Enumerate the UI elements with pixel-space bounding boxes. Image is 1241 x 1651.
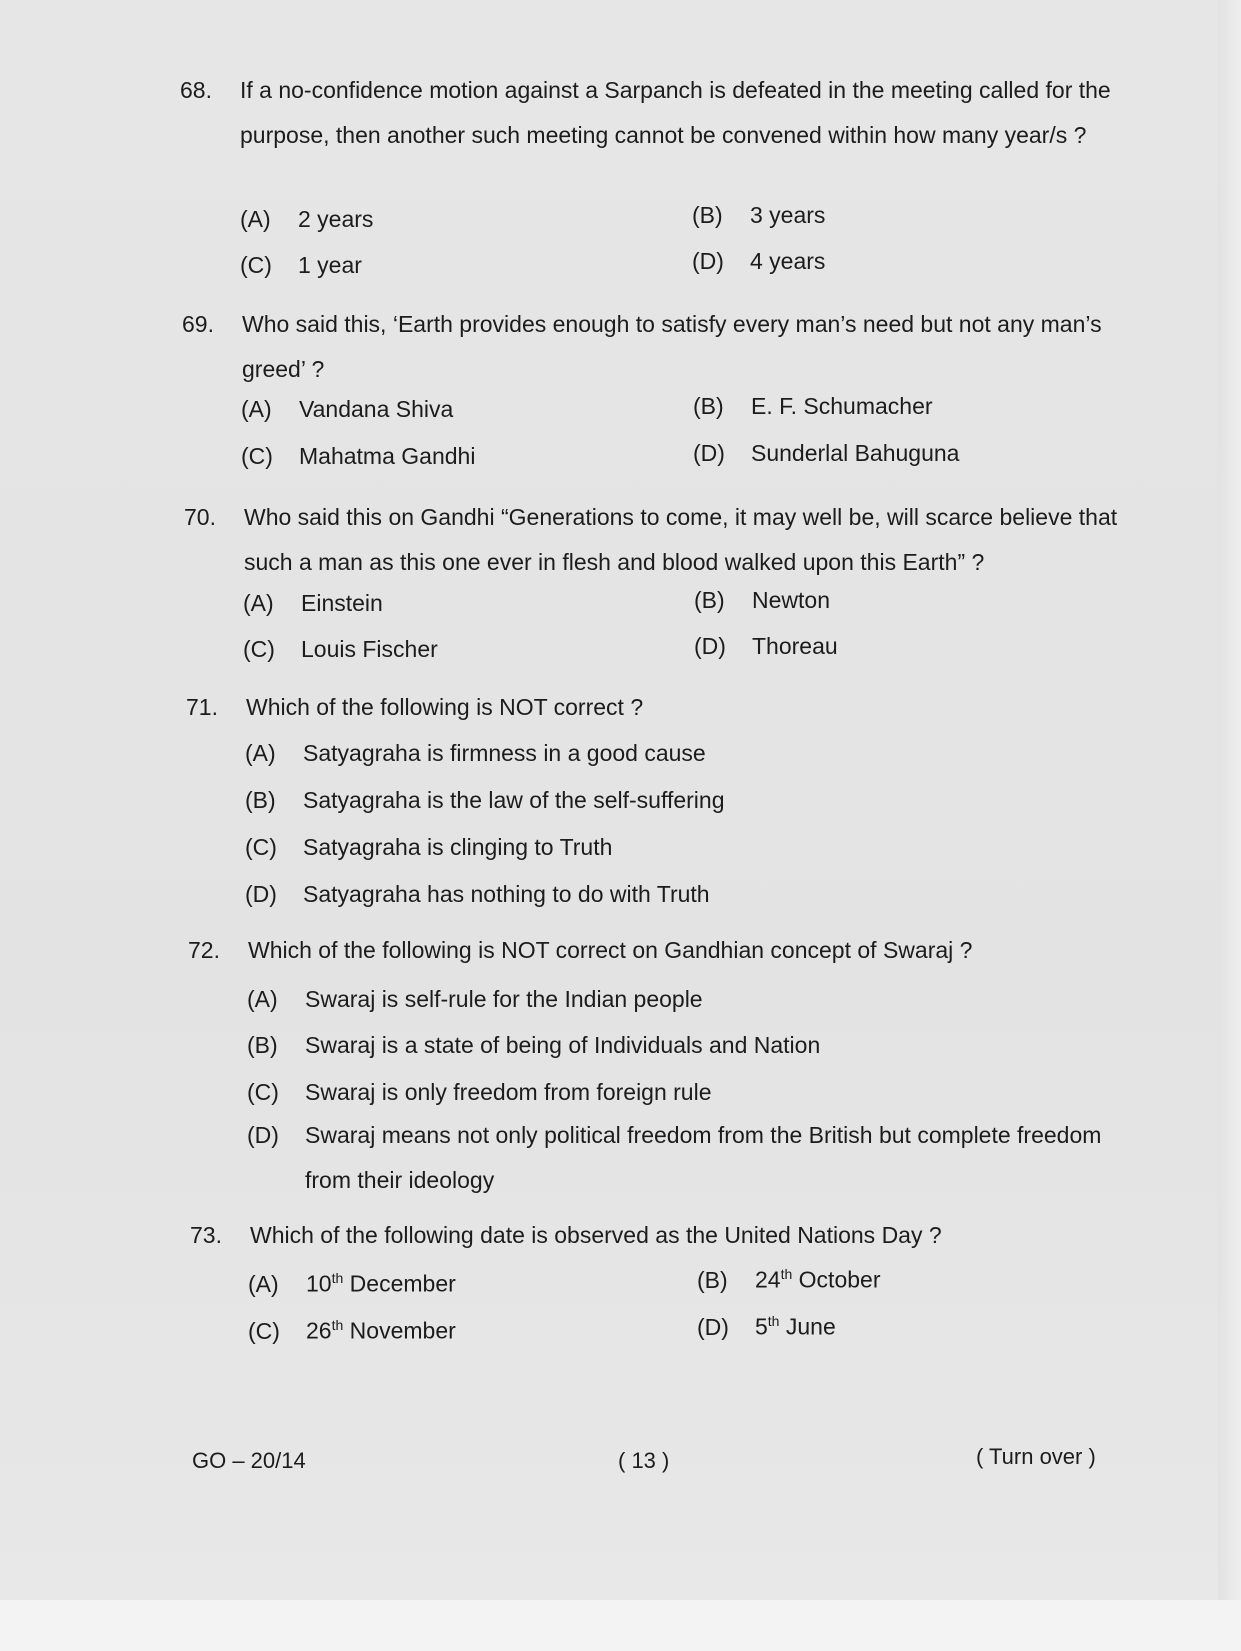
option-70-a: (A) Einstein (243, 590, 383, 616)
option-69-b: (B) E. F. Schumacher (693, 393, 933, 419)
option-69-c: (C) Mahatma Gandhi (241, 443, 476, 469)
option-71-d: (D) Satyagraha has nothing to do with Truth (245, 881, 710, 907)
question-number: 72. (188, 937, 220, 963)
question-text: Who said this, ‘Earth provides enough to satisfy every man’s need but not any man’s greed’ ? (242, 311, 1102, 382)
question-number: 69. (182, 311, 214, 337)
option-68-a: (A) 2 years (240, 206, 374, 232)
booklet-code: GO – 20/14 (192, 1448, 306, 1473)
option-71-b: (B) Satyagraha is the law of the self-suffering (245, 787, 725, 813)
question-text: Which of the following is NOT correct ? (246, 694, 644, 720)
option-71-a: (A) Satyagraha is firmness in a good cause (245, 740, 706, 766)
option-68-b: (B) 3 years (692, 202, 826, 228)
option-73-b: (B) 24th October (697, 1266, 881, 1293)
page-number: ( 13 ) (618, 1448, 670, 1473)
question-text: Which of the following is NOT correct on Gandhian concept of Swaraj ? (248, 937, 973, 963)
question-number: 71. (186, 694, 218, 720)
option-72-a: (A) Swaraj is self-rule for the Indian people (247, 986, 703, 1012)
option-72-b: (B) Swaraj is a state of being of Individuals and Nation (247, 1032, 821, 1058)
question-number: 70. (184, 504, 216, 530)
option-70-b: (B) Newton (694, 587, 830, 613)
option-73-a: (A) 10th December (248, 1270, 456, 1297)
option-73-c: (C) 26th November (248, 1317, 456, 1344)
question-number: 68. (180, 77, 212, 103)
question-text: Which of the following date is observed as the United Nations Day ? (250, 1222, 942, 1248)
option-71-c: (C) Satyagraha is clinging to Truth (245, 834, 613, 860)
option-73-d: (D) 5th June (697, 1313, 836, 1340)
turn-over-note: ( Turn over ) (976, 1444, 1096, 1469)
option-69-a: (A) Vandana Shiva (241, 396, 454, 422)
option-68-c: (C) 1 year (240, 252, 362, 278)
question-text: If a no-confidence motion against a Sarpanch is defeated in the meeting called for the purpose, then another such meeting cannot be convened within how many year/s ? (240, 77, 1111, 148)
option-68-d: (D) 4 years (692, 248, 826, 274)
question-text: Who said this on Gandhi “Generations to come, it may well be, will scarce believe that such a man as this one ever in flesh and blood walked upon this Earth” ? (244, 504, 1118, 575)
option-69-d: (D) Sunderlal Bahuguna (693, 440, 960, 466)
page-edge-shadow (1218, 0, 1241, 1600)
page-bottom-margin (0, 1600, 1241, 1651)
option-72-c: (C) Swaraj is only freedom from foreign rule (247, 1079, 712, 1105)
option-70-d: (D) Thoreau (694, 633, 838, 659)
option-72-d: (D) Swaraj means not only political freedom from the British but complete freedom from their ideology (247, 1122, 1102, 1193)
option-70-c: (C) Louis Fischer (243, 636, 438, 662)
question-number: 73. (190, 1222, 222, 1248)
